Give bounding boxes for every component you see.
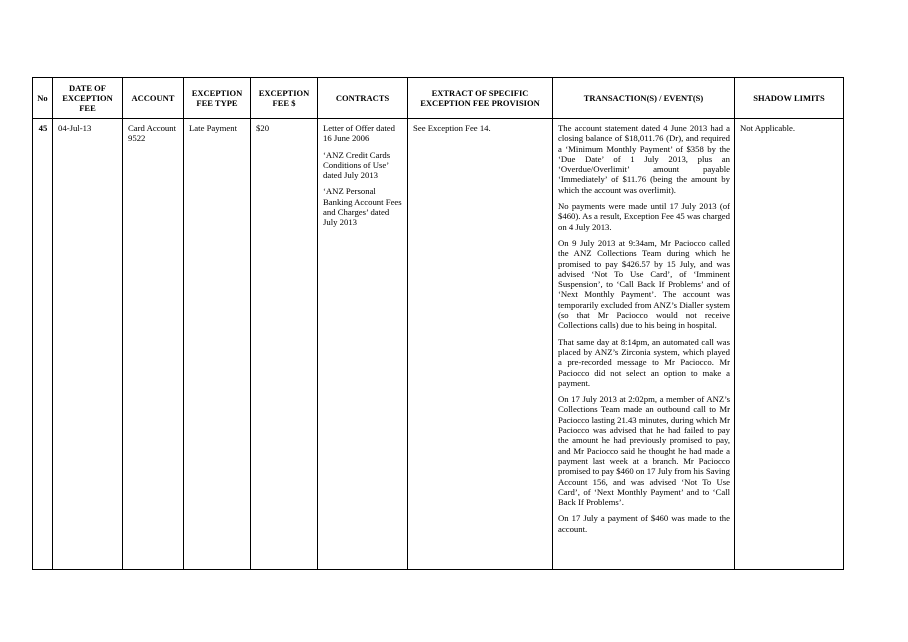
event-paragraph: That same day at 8:14pm, an automated call was placed by ANZ’s Zirconia system, which played a pre-recorded message to Mr Paciocco. Mr Paciocco did not select an option to make a payment.	[558, 336, 730, 388]
table-header-row	[33, 78, 844, 119]
header-transactions: TRANSACTION(S) / EVENT(S)	[553, 78, 735, 119]
header-no: No	[33, 78, 53, 119]
exception-fee-table	[32, 77, 844, 570]
header-fee: EXCEPTION FEE $	[251, 78, 318, 119]
table-row	[33, 119, 844, 570]
contract-item: ‘ANZ Personal Banking Account Fees and Charges’ dated July 2013	[323, 186, 402, 228]
row-extract: See Exception Fee 14.	[408, 119, 553, 570]
event-paragraph: The account statement dated 4 June 2013 had a closing balance of $18,011.76 (Dr), and required a ‘Minimum Monthly Payment’ of $358 by the ‘Due Date’ of 1 July 2013, plus an ‘Overdue/Overlimit’ amount payable ‘Immediately’ of $11.76 (being the amount by which the account was overlimit).	[558, 123, 730, 195]
header-shadow-limits: SHADOW LIMITS	[735, 78, 844, 119]
event-paragraph: No payments were made until 17 July 2013 (of $460). As a result, Exception Fee 45 was charged on 4 July 2013.	[558, 201, 730, 232]
row-fee-type: Late Payment	[184, 119, 251, 570]
header-fee-type: EXCEPTION FEE TYPE	[184, 78, 251, 119]
contract-item: ‘ANZ Credit Cards Conditions of Use’ dated July 2013	[323, 149, 391, 181]
header-account: ACCOUNT	[123, 78, 184, 119]
row-shadow-limits: Not Applicable.	[735, 119, 844, 570]
row-account: Card Account 9522	[123, 119, 184, 570]
event-paragraph: On 9 July 2013 at 9:34am, Mr Paciocco called the ANZ Collections Team during which he promised to pay $426.57 by 15 July, and was advised ‘Not To Use Card’, of ‘Imminent Suspension’, to ‘Call Back If Problems’ and of ‘Next Monthly Payment’. The account was temporarily excluded from ANZ’s Dialler system (so that Mr Paciocco would not receive Collections calls) due to his being in hospital.	[558, 237, 730, 331]
event-paragraph: On 17 July 2013 at 2:02pm, a member of ANZ’s Collections Team made an outbound call to Mr Paciocco lasting 21.43 minutes, during which Mr Paciocco was advised that he had failed to pay the amount he had previously promised to pay, and Mr Paciocco said he thought he had made a payment last week at a branch. Mr Paciocco promised to pay $460 on 17 July from his Saving Account 156, and was advised ‘Not To Use Card’, of ‘Next Monthly Payment’ and to ‘Call Back If Problems’.	[558, 394, 730, 508]
event-paragraph: On 17 July a payment of $460 was made to the account.	[558, 513, 730, 534]
row-transactions	[553, 119, 735, 570]
row-number: 45	[33, 119, 53, 570]
row-fee: $20	[251, 119, 318, 570]
row-date: 04-Jul-13	[53, 119, 123, 570]
row-contracts	[318, 119, 408, 570]
header-date: DATE OF EXCEPTION FEE	[53, 78, 123, 119]
header-contracts: CONTRACTS	[318, 78, 408, 119]
header-extract: EXTRACT OF SPECIFIC EXCEPTION FEE PROVISION	[408, 78, 553, 119]
contract-item: Letter of Offer dated 16 June 2006	[323, 123, 395, 144]
